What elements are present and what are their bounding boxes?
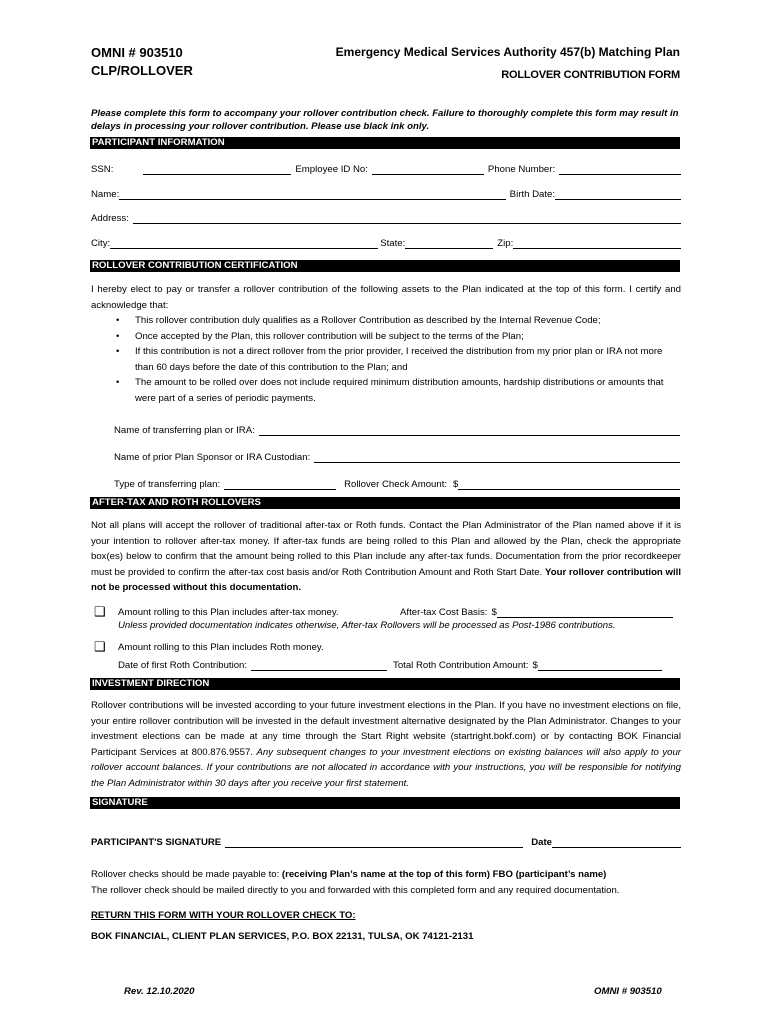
birth-date-field[interactable] xyxy=(555,188,681,200)
checkbox-icon[interactable]: ❑ xyxy=(94,604,106,619)
state-field[interactable] xyxy=(405,237,493,249)
type-plan-field[interactable] xyxy=(224,478,336,490)
prior-sponsor-label: Name of prior Plan Sponsor or IRA Custodian: xyxy=(114,452,311,463)
row-type-and-amount xyxy=(114,476,680,490)
section-participant-information: PARTICIPANT INFORMATION xyxy=(90,137,680,149)
roth-details-row xyxy=(118,656,684,671)
address-label: Address: xyxy=(91,213,129,224)
revision-date: Rev. 12.10.2020 xyxy=(124,986,195,997)
transferring-plan-field[interactable] xyxy=(259,424,680,436)
row-ssn-employee-phone xyxy=(91,161,681,175)
city-label: City: xyxy=(91,238,111,249)
row-signature-date xyxy=(91,834,681,848)
aftertax-note: Unless provided documentation indicates otherwise, After-tax Rollovers will be processed as Post-1986 contributions. xyxy=(118,620,616,631)
check-amount-label: Rollover Check Amount: xyxy=(344,479,448,490)
clp-rollover: CLP/ROLLOVER xyxy=(91,63,193,78)
omni-number: OMNI # 903510 xyxy=(91,45,183,60)
bullet-icon: • xyxy=(116,377,120,388)
bullet-icon: • xyxy=(116,315,120,326)
list-item: • The amount to be rolled over does not include required minimum distribution amounts, hardship distributions or amounts that were part of a series of periodic payments. xyxy=(116,377,664,404)
first-roth-label: Date of first Roth Contribution: xyxy=(118,660,248,671)
employee-id-label: Employee ID No: xyxy=(295,164,368,175)
roth-option-label: Amount rolling to this Plan includes Roth money. xyxy=(118,642,324,653)
return-title: RETURN THIS FORM WITH YOUR ROLLOVER CHECK TO: xyxy=(91,910,356,921)
checkbox-icon[interactable]: ❑ xyxy=(94,639,106,654)
row-city-state-zip xyxy=(91,235,681,249)
return-address: BOK FINANCIAL, CLIENT PLAN SERVICES, P.O. BOX 22131, TULSA, OK 74121-2131 xyxy=(91,931,474,942)
type-plan-label: Type of transferring plan: xyxy=(114,479,221,490)
header-left xyxy=(91,44,193,80)
form-title: ROLLOVER CONTRIBUTION FORM xyxy=(501,69,680,81)
ssn-field[interactable] xyxy=(143,163,291,175)
section-investment-direction: INVESTMENT DIRECTION xyxy=(90,678,680,690)
section-rollover-certification: ROLLOVER CONTRIBUTION CERTIFICATION xyxy=(90,260,680,272)
state-label: State: xyxy=(380,238,406,249)
aftertax-option-block xyxy=(94,603,684,631)
signature-field[interactable] xyxy=(225,836,523,848)
list-item: • This rollover contribution duly qualifies as a Rollover Contribution as described by the Internal Revenue Code; xyxy=(110,313,680,329)
mailing-instructions: The rollover check should be mailed directly to you and forwarded with this completed form and any required documentation. xyxy=(91,885,620,896)
total-roth-label: Total Roth Contribution Amount: xyxy=(393,660,529,671)
payable-to-bold: (receiving Plan’s name at the top of this form) FBO (participant’s name) xyxy=(281,869,607,880)
list-item: • If this contribution is not a direct rollover from the prior provider, I received the distribution from my prior plan or IRA not more than 60 days before the date of this contribution to the Plan; and xyxy=(116,346,663,373)
participant-signature-label: PARTICIPANT'S SIGNATURE xyxy=(91,837,222,848)
plan-name: Emergency Medical Services Authority 457(b) Matching Plan xyxy=(335,45,680,59)
aftertax-paragraph: Not all plans will accept the rollover of traditional after-tax or Roth funds. Contact the Plan Administrator of the Plan named above if it is your intention to rollover after-tax money. If after-tax funds are being rolled to this Plan and allowed by the Plan, check the appropriate box(es) below to confirm that the amount being rolled to this Plan include any after-tax funds. Documentation from the prior recordkeeper must be provided to confirm the after-tax cost basis and/or Roth Contribution Amount and Roth Start Date. Your rollover contribution will not be processed without this documentation. xyxy=(91,520,681,593)
footer-omni-number: OMNI # 903510 xyxy=(594,986,662,997)
bullet-icon: • xyxy=(116,346,120,357)
row-address xyxy=(91,210,681,224)
first-roth-field[interactable] xyxy=(251,659,387,671)
dollar-sign: $ xyxy=(453,479,459,490)
prior-sponsor-field[interactable] xyxy=(314,451,680,463)
city-field[interactable] xyxy=(110,237,378,249)
payable-instructions: Rollover checks should be made payable to: (receiving Plan’s name at the top of this form) FBO (participant’s name) xyxy=(91,869,607,880)
aftertax-option xyxy=(94,603,684,618)
investment-paragraph: Rollover contributions will be invested according to your future investment elections in the Plan. If you have no investment elections on file, your entire rollover contribution will be invested in the default investment alternative designated by the Plan Administrator. Changes to your investment elections can be made at any time through the Start Right website (startright.bokf.com) or by contacting BOK Financial Participant Services at 800.876.9557. Any subsequent changes to your investment elections on existing balances will also apply to your rollover account balances. If your contributions are not allocated in accordance with your instructions, you will be responsible for notifying the Plan Administrator within 30 days after you receive your first statement. xyxy=(91,700,681,789)
row-name-birthdate xyxy=(91,186,681,200)
roth-option-block xyxy=(94,638,684,671)
signature-date-field[interactable] xyxy=(552,836,681,848)
list-item: • Once accepted by the Plan, this rollover contribution will be subject to the terms of the Plan; xyxy=(110,329,680,345)
ssn-label: SSN: xyxy=(91,164,114,175)
dollar-sign: $ xyxy=(491,607,497,618)
name-label: Name: xyxy=(91,189,120,200)
employee-id-field[interactable] xyxy=(372,163,484,175)
total-roth-field[interactable] xyxy=(538,659,662,671)
bullet-icon: • xyxy=(116,330,120,342)
aftertax-option-label: Amount rolling to this Plan includes after-tax money. xyxy=(118,607,339,618)
intro-instructions: Please complete this form to accompany your rollover contribution check. Failure to thoroughly complete this form may result in delays in processing your rollover contribution. Please use black ink only. xyxy=(91,108,679,132)
name-field[interactable] xyxy=(119,188,505,200)
zip-label: Zip: xyxy=(497,238,514,249)
dollar-sign: $ xyxy=(532,660,538,671)
phone-label: Phone Number: xyxy=(487,164,556,175)
row-prior-sponsor xyxy=(114,449,680,463)
section-signature: SIGNATURE xyxy=(90,797,680,809)
birth-date-label: Birth Date: xyxy=(509,189,555,200)
investment-italic-note: Any subsequent changes to your investment elections on existing balances will also apply to your rollover account balances. If your contributions are not allocated in accordance with your instructions, you will be responsible for notifying the Plan Administrator within 30 days after you receive your first statement. xyxy=(91,746,681,789)
cost-basis-field[interactable] xyxy=(497,606,673,618)
zip-field[interactable] xyxy=(513,237,681,249)
date-label: Date xyxy=(531,837,552,848)
certification-intro: I hereby elect to pay or transfer a rollover contribution of the following assets to the Plan indicated at the top of this form. I certify and acknowledge that: xyxy=(91,284,681,311)
transferring-plan-label: Name of transferring plan or IRA: xyxy=(114,425,255,436)
phone-field[interactable] xyxy=(559,163,681,175)
check-amount-field[interactable] xyxy=(458,478,680,490)
aftertax-bold-note: Your rollover contribution will not be processed without this documentation. xyxy=(91,566,681,593)
roth-option xyxy=(94,638,684,653)
cost-basis-label: After-tax Cost Basis: xyxy=(400,607,488,618)
section-aftertax-roth: AFTER-TAX AND ROTH ROLLOVERS xyxy=(90,497,680,509)
row-transferring-plan xyxy=(114,422,680,436)
certification-bullet-list xyxy=(110,313,680,406)
address-field[interactable] xyxy=(133,212,681,224)
